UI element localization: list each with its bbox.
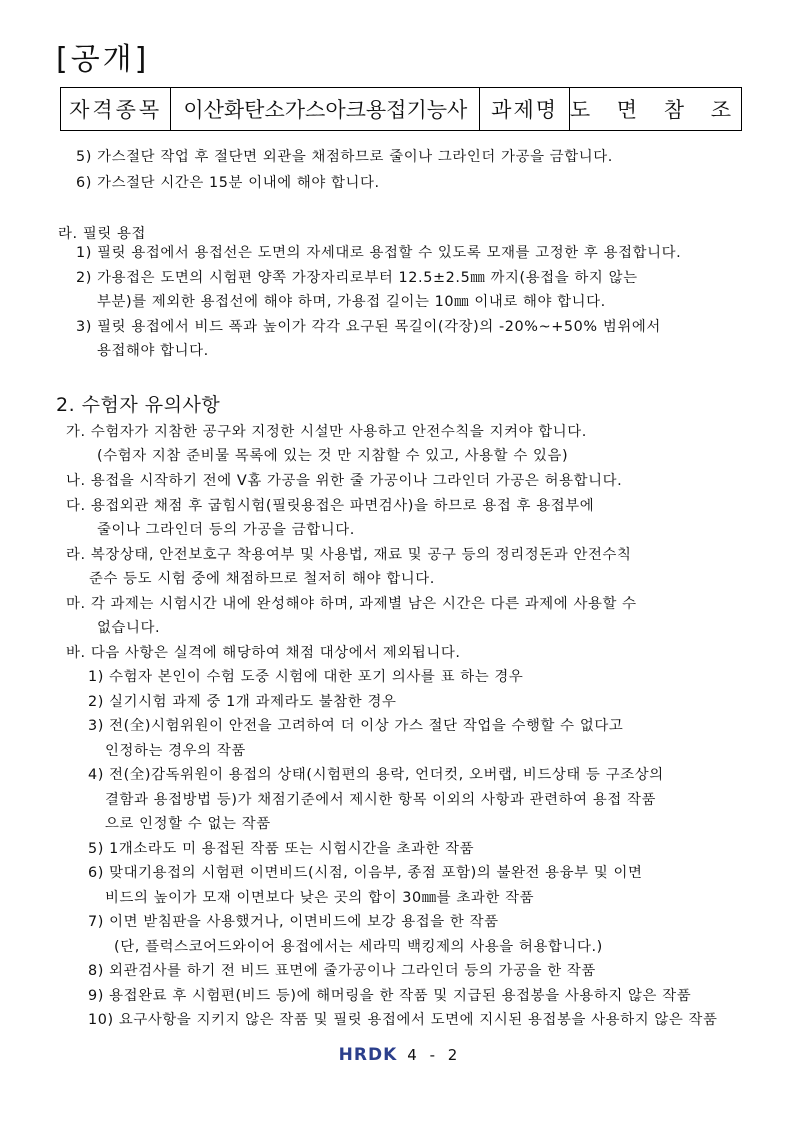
text-line: 용접해야 합니다. — [97, 343, 209, 359]
text-line: 나. 용접을 시작하기 전에 V홈 가공을 위한 줄 가공이나 그라인더 가공은 허용합니다. — [66, 473, 623, 489]
text-line: 라. 복장상태, 안전보호구 착용여부 및 사용법, 재료 및 공구 등의 정리정돈과 안전수칙 — [66, 547, 632, 563]
footer — [0, 1045, 800, 1065]
text-line: 3) 필릿 용접에서 비드 폭과 높이가 각각 요구된 목길이(각장)의 -20%~+50% 범위에서 — [76, 319, 661, 335]
text-line: 결함과 용접방법 등)가 채점기준에서 제시한 항목 이외의 사항과 관련하여 용접 작품 — [105, 792, 657, 808]
text-line: 3) 전(全)시험위원이 안전을 고려하여 더 이상 가스 절단 작업을 수행할 수 없다고 — [88, 718, 624, 734]
text-line: 2) 가용접은 도면의 시험편 양쪽 가장자리로부터 12.5±2.5㎜ 까지(용접을 하지 않는 — [76, 270, 638, 286]
qualification-label: 자격종목 — [61, 88, 171, 131]
text-line: 다. 용접외관 채점 후 굽힘시험(필릿용접은 파면검사)을 하므로 용접 후 용접부에 — [66, 498, 595, 514]
text-line: 6) 가스절단 시간은 15분 이내에 해야 합니다. — [76, 175, 380, 191]
public-tag: [공개] — [56, 42, 150, 77]
text-line: 1) 필릿 용접에서 용접선은 도면의 자세대로 용접할 수 있도록 모재를 고정한 후 용접합니다. — [76, 245, 682, 261]
text-line: 으로 인정할 수 없는 작품 — [105, 816, 271, 832]
text-line: 줄이나 그라인더 등의 가공을 금합니다. — [97, 522, 355, 538]
text-line: (단, 플럭스코어드와이어 용접에서는 세라믹 백킹제의 사용을 허용합니다.) — [114, 939, 603, 955]
qualification-value: 이산화탄소가스아크용접기능사 — [171, 88, 480, 131]
text-line: 7) 이면 받침판을 사용했거나, 이면비드에 보강 용접을 한 작품 — [88, 914, 499, 930]
text-line: 6) 맞대기용접의 시험편 이면비드(시점, 이음부, 종점 포함)의 불완전 용융부 및 이면 — [88, 865, 643, 881]
task-name-value: 도 면 참 조 — [569, 88, 741, 131]
text-line: 8) 외관검사를 하기 전 비드 표면에 줄가공이나 그라인더 등의 가공을 한 작품 — [88, 963, 596, 979]
text-line: 10) 요구사항을 지키지 않은 작품 및 필릿 용접에서 도면에 지시된 용접봉을 사용하지 않은 작품 — [88, 1012, 718, 1028]
info-table — [60, 87, 742, 131]
text-line: 5) 가스절단 작업 후 절단면 외관을 채점하므로 줄이나 그라인더 가공을 금합니다. — [76, 149, 613, 165]
text-line: 9) 용접완료 후 시험편(비드 등)에 해머링을 한 작품 및 지급된 용접봉을 사용하지 않은 작품 — [88, 988, 692, 1004]
text-line: 5) 1개소라도 미 용접된 작품 또는 시험시간을 초과한 작품 — [88, 841, 475, 857]
page-number: 4 - 2 — [407, 1046, 462, 1064]
text-line: (수험자 지참 준비물 목록에 있는 것 만 지참할 수 있고, 사용할 수 있음) — [97, 448, 569, 464]
section-heading: 2. 수험자 유의사항 — [56, 394, 221, 416]
text-line: 4) 전(全)감독위원이 용접의 상태(시험편의 용락, 언더컷, 오버랩, 비드상태 등 구조상의 — [88, 767, 664, 783]
text-line: 가. 수험자가 지참한 공구와 지정한 시설만 사용하고 안전수칙을 지켜야 합니다. — [66, 424, 587, 440]
text-line: 1) 수험자 본인이 수험 도중 시험에 대한 포기 의사를 표 하는 경우 — [88, 669, 524, 685]
hrdk-logo: HRDK — [338, 1045, 398, 1065]
task-name-label: 과제명 — [480, 88, 569, 131]
subsection-heading: 라. 필릿 용접 — [58, 226, 147, 242]
text-line: 비드의 높이가 모재 이면보다 낮은 곳의 합이 30㎜를 초과한 작품 — [105, 890, 535, 906]
text-line: 2) 실기시험 과제 중 1개 과제라도 불참한 경우 — [88, 694, 397, 710]
text-line: 없습니다. — [97, 620, 161, 636]
text-line: 마. 각 과제는 시험시간 내에 완성해야 하며, 과제별 남은 시간은 다른 과제에 사용할 수 — [66, 596, 637, 612]
text-line: 인정하는 경우의 작품 — [105, 743, 246, 759]
text-line: 부분)를 제외한 용접선에 해야 하며, 가용접 길이는 10㎜ 이내로 해야 합니다. — [97, 294, 606, 310]
text-line: 바. 다음 사항은 실격에 해당하여 채점 대상에서 제외됩니다. — [66, 645, 461, 661]
text-line: 준수 등도 시험 중에 채점하므로 철저히 해야 합니다. — [89, 571, 435, 587]
